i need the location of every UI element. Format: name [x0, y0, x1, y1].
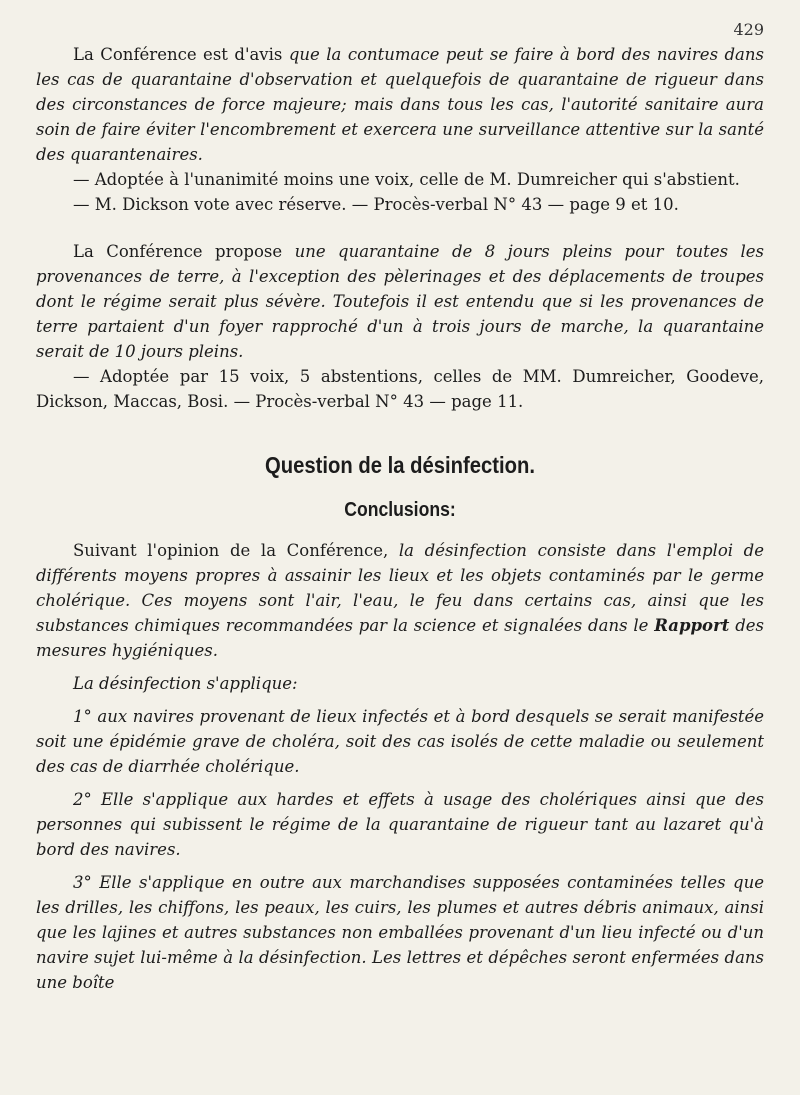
applique-intro-text: La désinfection s'applique:: [73, 674, 298, 693]
paragraph-desinfection: [36, 538, 764, 663]
list-item-3: [36, 870, 764, 995]
paragraph-italic: une quarantaine de 8 jours pleins pour toutes les provenances de terre, à l'exception des pèlerinages et des déplacements de troupes dont le régime serait plus sévère. Toutefois il est entendu que si les provenances de terre partaient d'un foyer rapproché d'un à trois jours de marche, la quarantaine serait de 10 jours pleins.: [36, 242, 764, 361]
paragraph-lead: La Conférence est d'avis: [73, 45, 289, 64]
list-item-1: [36, 704, 764, 779]
page-content: [36, 42, 764, 995]
vote-note: — M. Dickson vote avec réserve. — Procès-verbal N° 43 — page 9 et 10.: [73, 195, 679, 214]
list-item-text: 1° aux navires provenant de lieux infectés et à bord desquels se serait manifestée soit une épidémie grave de choléra, soit des cas isolés de cette maladie ou seulement des cas de diarrhée cholérique.: [36, 707, 764, 776]
vote-note: — Adoptée à l'unanimité moins une voix, celle de M. Dumreicher qui s'abstient.: [73, 170, 740, 189]
paragraph-lead: La Conférence propose: [73, 242, 295, 261]
section-subheading: Conclusions:: [344, 499, 456, 521]
paragraph-italic-end: des mesures hygiéniques.: [36, 616, 764, 660]
section-heading: Question de la désinfection.: [265, 452, 535, 478]
list-item-text: 3° Elle s'applique en outre aux marchandises supposées contaminées telles que les drilles, les chiffons, les peaux, les cuirs, les plumes et autres débris animaux, ainsi que les lajines et autres substances non emballées provenant d'un lieu infecté ou d'un navire sujet lui-même à la désinfection. Les lettres et dépêches seront enfermées dans une boîte: [36, 873, 764, 992]
paragraph-italic: que la contumace peut se faire à bord des navires dans les cas de quarantaine d'observation et quelquefois de quarantaine de rigueur dans des circonstances de force majeure; mais dans tous les cas, l'autorité sanitaire aura soin de faire éviter l'encombrement et exercera une surveillance attentive sur la santé des quarantenaires.: [36, 45, 764, 164]
vote-note: — Adoptée par 15 voix, 5 abstentions, celles de MM. Dumreicher, Goodeve, Dickson, Maccas, Bosi. — Procès-verbal N° 43 — page 11.: [36, 367, 764, 411]
applique-intro: [36, 671, 764, 696]
list-item-text: 2° Elle s'applique aux hardes et effets à usage des cholériques ainsi que des personnes qui subissent le régime de la quarantaine de rigueur tant au lazaret qu'à bord des navires.: [36, 790, 764, 859]
paragraph-italic: la désinfection consiste dans l'emploi de différents moyens propres à assainir les lieux et les objets contaminés par le germe cholérique. Ces moyens sont l'air, l'eau, le feu dans certains cas, ainsi que les substances chimiques recommandées par la science et signalées dans le: [36, 541, 764, 635]
paragraph-lead: Suivant l'opinion de la Conférence,: [73, 541, 399, 560]
rapport-reference: Rapport: [654, 616, 730, 635]
page-number: 429: [733, 20, 764, 39]
list-item-2: [36, 787, 764, 862]
paragraph-contumace: [36, 42, 764, 167]
paragraph-quarantaine-terre: [36, 239, 764, 364]
